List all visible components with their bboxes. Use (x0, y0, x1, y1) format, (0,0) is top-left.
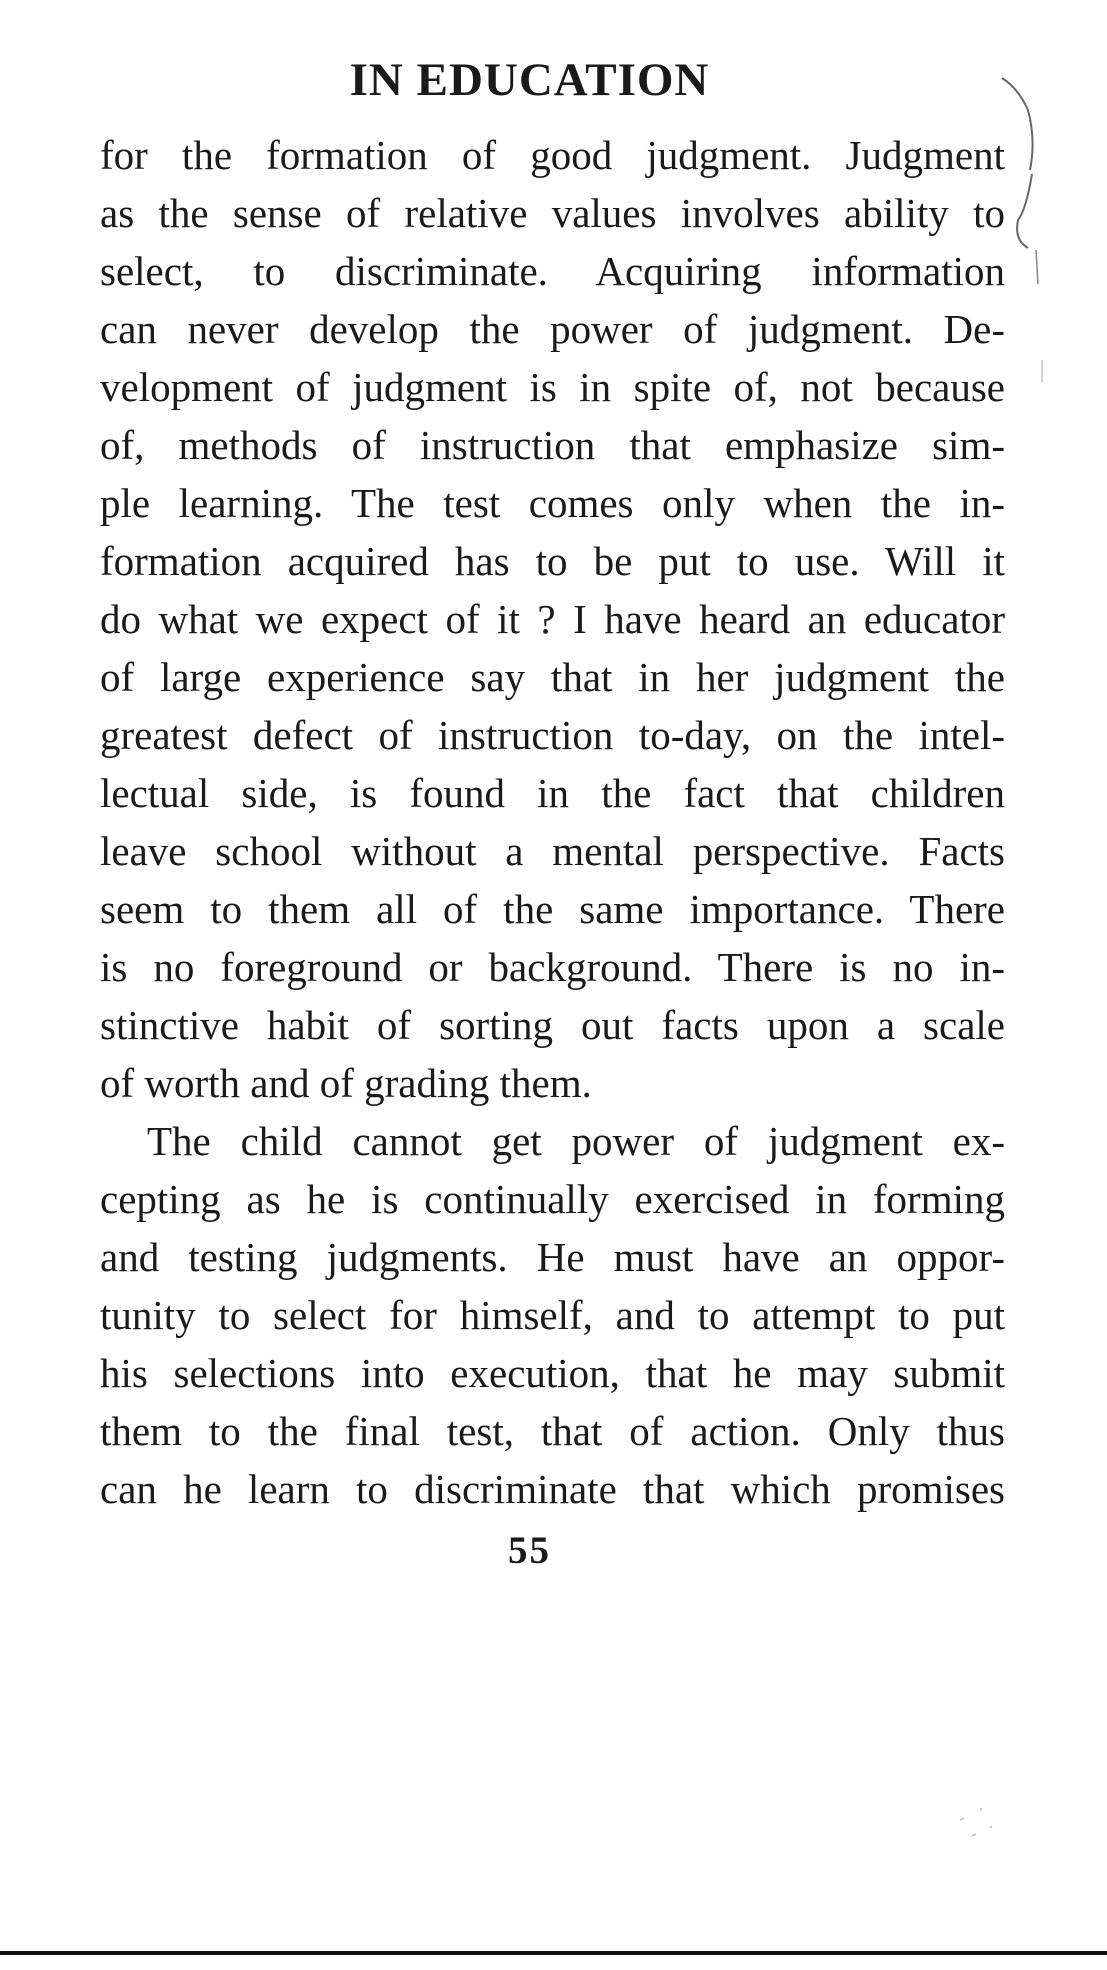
text-line: ple learning. The test comes only when the in- (100, 480, 1005, 526)
text-line: greatest defect of instruction to-day, on the intel- (100, 712, 1005, 758)
text-line: can never develop the power of judgment. De- (100, 306, 1005, 352)
text-line: select, to discriminate. Acquiring information (100, 248, 1005, 294)
text-line: lectual side, is found in the fact that children (100, 770, 1005, 816)
text-line: is no foreground or background. There is no in- (100, 944, 1005, 990)
text-line: for the formation of good judgment. Judgment (100, 132, 1005, 178)
text-line: cepting as he is continually exercised in forming (100, 1176, 1005, 1222)
text-line: formation acquired has to be put to use. Will it (100, 538, 1005, 584)
text-line: them to the final test, that of action. Only thus (100, 1408, 1005, 1454)
margin-dots (950, 1800, 1010, 1860)
text-line: leave school without a mental perspective. Facts (100, 828, 1005, 874)
margin-scratch-mark (1000, 70, 1060, 390)
text-line: can he learn to discriminate that which promises (100, 1466, 1005, 1512)
page-bottom-edge (0, 1951, 1107, 1955)
text-line: and testing judgments. He must have an oppor- (100, 1234, 1005, 1280)
text-line: as the sense of relative values involves ability to (100, 190, 1005, 236)
page-number: 55 (508, 1529, 551, 1572)
running-head: IN EDUCATION (349, 54, 710, 106)
text-line: tunity to select for himself, and to attempt to put (100, 1292, 1005, 1338)
text-line: stinctive habit of sorting out facts upon a scale (100, 1002, 1005, 1048)
text-line: seem to them all of the same importance. There (100, 886, 1005, 932)
text-line: The child cannot get power of judgment ex- (147, 1118, 1005, 1164)
text-line: of, methods of instruction that emphasize sim- (100, 422, 1005, 468)
body-text (100, 126, 1005, 1518)
text-line: do what we expect of it ? I have heard an educator (100, 596, 1005, 642)
text-line: velopment of judgment is in spite of, not because (100, 364, 1005, 410)
text-line: his selections into execution, that he may submit (100, 1350, 1005, 1396)
text-line: of worth and of grading them. (100, 1060, 592, 1106)
text-line: of large experience say that in her judgment the (100, 654, 1005, 700)
